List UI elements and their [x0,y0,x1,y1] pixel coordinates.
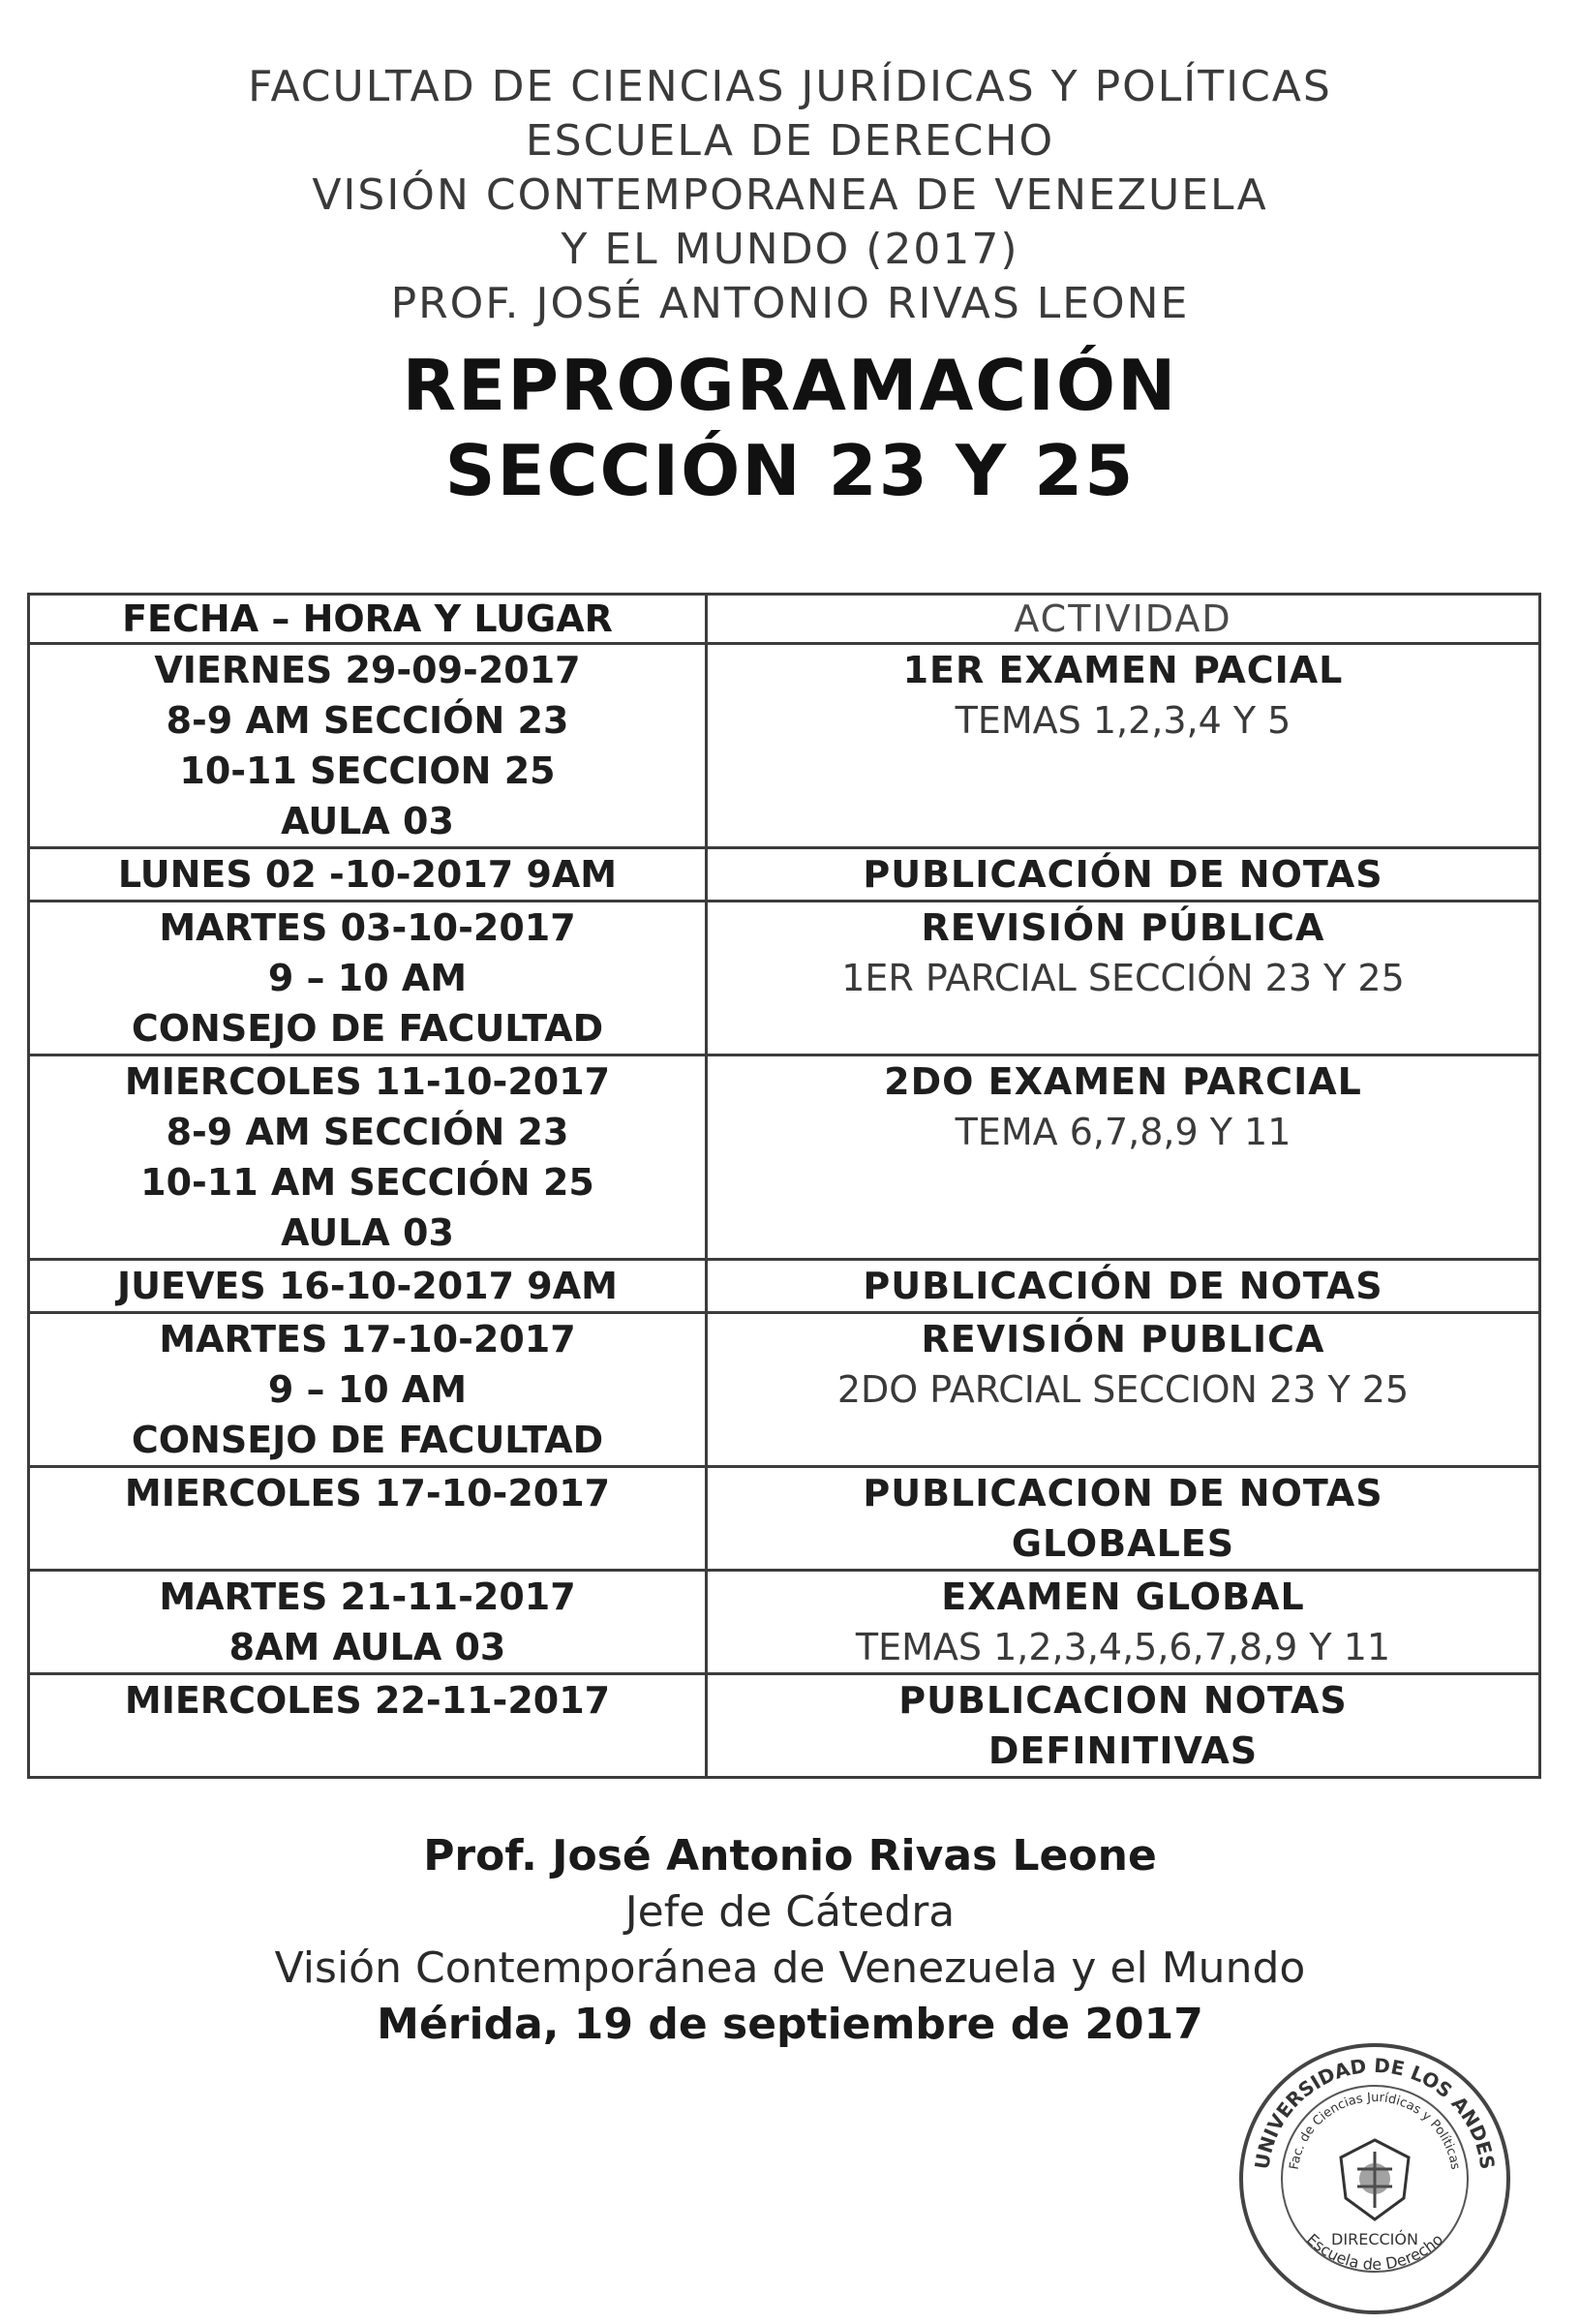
activity-title: PUBLICACIÓN DE NOTAS [863,1265,1383,1307]
date-line: 8AM AULA 03 [228,1626,506,1668]
date-line: MARTES 03-10-2017 [159,906,576,949]
activity-title: DEFINITIVAS [988,1729,1259,1772]
university-seal-stamp [1230,2034,1520,2324]
course-name-line-1: VISIÓN CONTEMPORANEA DE VENEZUELA [312,170,1268,220]
date-line: 9 – 10 AM [267,1368,468,1411]
column-header-date: FECHA – HORA Y LUGAR [29,595,707,644]
date-line: MIERCOLES 11-10-2017 [124,1060,611,1103]
course-name-line-2: Y EL MUNDO (2017) [561,225,1019,274]
activity-detail: TEMAS 1,2,3,4,5,6,7,8,9 Y 11 [855,1626,1391,1668]
activity-cell [707,848,1540,902]
table-row [29,902,1540,1055]
date-cell [29,1571,707,1674]
activity-detail: TEMA 6,7,8,9 Y 11 [955,1111,1291,1153]
seal-bottom-text: Escuela de Derecho [1302,2229,1447,2274]
table-row [29,1055,1540,1260]
date-line: AULA 03 [281,1211,454,1254]
activity-title: PUBLICACION NOTAS [898,1679,1348,1722]
activity-cell [707,1260,1540,1313]
school-name: ESCUELA DE DERECHO [525,116,1055,166]
schedule-table [27,593,1541,1779]
date-line: MIERCOLES 22-11-2017 [124,1679,611,1722]
activity-title: GLOBALES [1011,1522,1235,1565]
date-cell [29,1313,707,1467]
activity-title: PUBLICACIÓN DE NOTAS [863,853,1383,896]
date-line: JUEVES 16-10-2017 9AM [117,1265,618,1307]
activity-title: REVISIÓN PÚBLICA [921,906,1325,949]
activity-cell [707,1313,1540,1467]
faculty-name: FACULTAD DE CIENCIAS JURÍDICAS Y POLÍTICAS [248,62,1332,111]
table-row [29,1260,1540,1313]
date-line: MIERCOLES 17-10-2017 [124,1472,611,1514]
date-line: 10-11 SECCION 25 [179,749,556,792]
date-line: MARTES 17-10-2017 [159,1318,576,1361]
date-cell [29,1467,707,1571]
date-line: 9 – 10 AM [267,957,468,999]
activity-detail: 2DO PARCIAL SECCION 23 Y 25 [836,1368,1410,1411]
date-line: VIERNES 29-09-2017 [154,649,581,691]
seal-center-text: DIRECCIÓN [1331,2230,1418,2248]
date-cell [29,848,707,902]
activity-cell [707,1571,1540,1674]
date-cell [29,1260,707,1313]
document-subtitle: SECCIÓN 23 Y 25 [444,430,1136,511]
seal-emblem [1341,2140,1409,2219]
professor-name: PROF. JOSÉ ANTONIO RIVAS LEONE [390,279,1190,328]
activity-detail: TEMAS 1,2,3,4 Y 5 [955,699,1291,742]
date-cell [29,902,707,1055]
signature-block [0,1828,1580,2053]
activity-cell [707,1467,1540,1571]
table-row [29,1313,1540,1467]
table-header-row [29,595,1540,644]
activity-cell [707,902,1540,1055]
seal-inner-text: Fac. de Ciencias Jurídicas y Políticas [1287,2090,1463,2171]
document-title: REPROGRAMACIÓN [402,345,1178,426]
date-cell [29,1674,707,1778]
date-cell [29,1055,707,1260]
signer-course: Visión Contemporánea de Venezuela y el Mundo [274,1943,1306,1993]
table-row [29,1674,1540,1778]
activity-title: PUBLICACION DE NOTAS [863,1472,1383,1514]
seal-outer-text: UNIVERSIDAD DE LOS ANDES [1250,2053,1500,2171]
table-row [29,1467,1540,1571]
signer-name: Prof. José Antonio Rivas Leone [423,1831,1157,1881]
date-line: CONSEJO DE FACULTAD [131,1007,604,1050]
date-line: LUNES 02 -10-2017 9AM [117,853,618,896]
date-line: 8-9 AM SECCIÓN 23 [166,1111,569,1153]
table-row [29,1571,1540,1674]
activity-cell [707,644,1540,848]
date-line: 10-11 AM SECCIÓN 25 [140,1161,594,1204]
activity-title: REVISIÓN PUBLICA [921,1318,1325,1361]
activity-cell [707,1674,1540,1778]
activity-title: EXAMEN GLOBAL [941,1575,1305,1618]
activity-title: 2DO EXAMEN PARCIAL [884,1060,1362,1103]
column-header-activity: ACTIVIDAD [707,595,1540,644]
date-line: AULA 03 [281,800,454,842]
place-and-date: Mérida, 19 de septiembre de 2017 [377,2000,1203,2049]
activity-detail: 1ER PARCIAL SECCIÓN 23 Y 25 [841,957,1405,999]
date-line: CONSEJO DE FACULTAD [131,1419,604,1461]
table-row [29,644,1540,848]
date-line: MARTES 21-11-2017 [159,1575,576,1618]
activity-title: 1ER EXAMEN PACIAL [902,649,1344,691]
activity-cell [707,1055,1540,1260]
date-line: 8-9 AM SECCIÓN 23 [166,699,569,742]
date-cell [29,644,707,848]
document-header [0,60,1580,513]
table-row [29,848,1540,902]
signer-role: Jefe de Cátedra [624,1887,956,1937]
